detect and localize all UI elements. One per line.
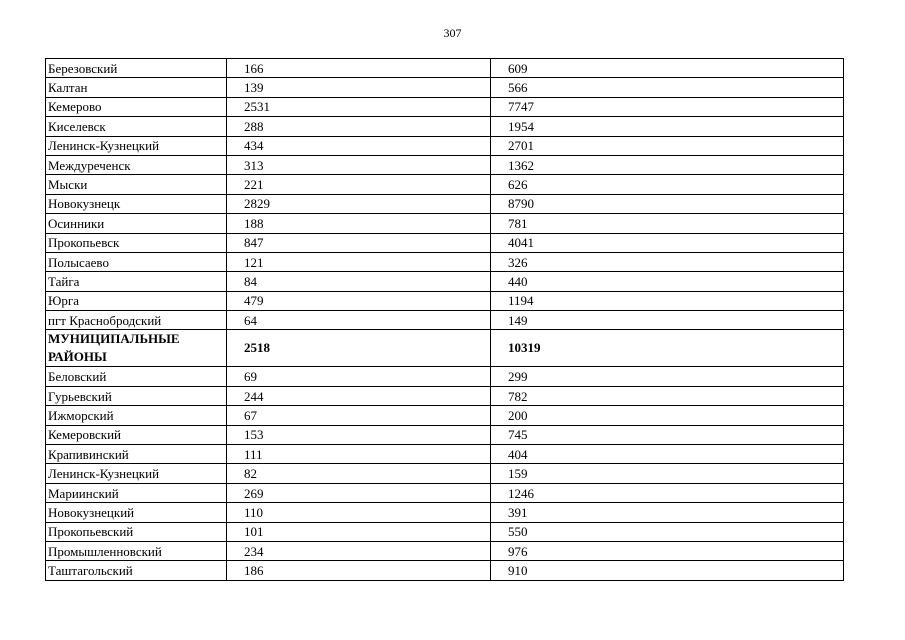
- table-row: [46, 214, 844, 233]
- cell-value-2: 159: [491, 464, 844, 483]
- cell-value-1: 244: [227, 386, 491, 405]
- cell-name: Мыски: [46, 175, 227, 194]
- cell-value-1: 2518: [227, 330, 491, 367]
- cell-value-1: 234: [227, 541, 491, 560]
- cell-value-2: 200: [491, 406, 844, 425]
- cell-name: Новокузнецкий: [46, 503, 227, 522]
- cell-value-2: 782: [491, 386, 844, 405]
- cell-value-2: 976: [491, 541, 844, 560]
- cell-name: Кемерово: [46, 97, 227, 116]
- cell-name: Полысаево: [46, 252, 227, 271]
- page-number: 307: [443, 26, 462, 40]
- cell-value-2: 1362: [491, 155, 844, 174]
- cell-value-1: 101: [227, 522, 491, 541]
- cell-value-1: 269: [227, 483, 491, 502]
- data-table: [45, 58, 844, 581]
- cell-value-2: 550: [491, 522, 844, 541]
- table-row: [46, 136, 844, 155]
- cell-value-1: 153: [227, 425, 491, 444]
- cell-name: Юрга: [46, 291, 227, 310]
- cell-value-2: 1246: [491, 483, 844, 502]
- cell-name: Прокопьевск: [46, 233, 227, 252]
- cell-value-2: 745: [491, 425, 844, 444]
- table-row: [46, 252, 844, 271]
- table-row: [46, 503, 844, 522]
- cell-name: Беловский: [46, 367, 227, 386]
- cell-value-1: 84: [227, 272, 491, 291]
- cell-name: Кемеровский: [46, 425, 227, 444]
- cell-name: Междуреченск: [46, 155, 227, 174]
- cell-value-2: 149: [491, 311, 844, 330]
- table-row: [46, 291, 844, 310]
- table-row: [46, 541, 844, 560]
- cell-value-2: 1954: [491, 117, 844, 136]
- cell-value-1: 67: [227, 406, 491, 425]
- cell-value-2: 4041: [491, 233, 844, 252]
- table-row: [46, 97, 844, 116]
- cell-value-2: 609: [491, 59, 844, 78]
- cell-value-1: 186: [227, 561, 491, 580]
- cell-value-2: 1194: [491, 291, 844, 310]
- cell-name: Мариинский: [46, 483, 227, 502]
- table-row: [46, 117, 844, 136]
- cell-value-2: 781: [491, 214, 844, 233]
- cell-value-1: 479: [227, 291, 491, 310]
- cell-value-1: 288: [227, 117, 491, 136]
- table-row: [46, 406, 844, 425]
- cell-name: Промышленновский: [46, 541, 227, 560]
- cell-name: Березовский: [46, 59, 227, 78]
- cell-name: МУНИЦИПАЛЬНЫЕ РАЙОНЫ: [46, 330, 227, 367]
- table-row: [46, 464, 844, 483]
- cell-name: Тайга: [46, 272, 227, 291]
- cell-value-2: 2701: [491, 136, 844, 155]
- table-row: [46, 233, 844, 252]
- cell-value-1: 69: [227, 367, 491, 386]
- table-row: [46, 483, 844, 502]
- table-row: [46, 194, 844, 213]
- cell-value-2: 8790: [491, 194, 844, 213]
- cell-value-2: 299: [491, 367, 844, 386]
- cell-value-1: 221: [227, 175, 491, 194]
- cell-value-1: 139: [227, 78, 491, 97]
- cell-name: Гурьевский: [46, 386, 227, 405]
- cell-value-2: 10319: [491, 330, 844, 367]
- cell-name: Киселевск: [46, 117, 227, 136]
- table-row: [46, 311, 844, 330]
- cell-value-2: 440: [491, 272, 844, 291]
- cell-name: Крапивинский: [46, 445, 227, 464]
- table-row: [46, 59, 844, 78]
- cell-value-2: 404: [491, 445, 844, 464]
- cell-value-1: 82: [227, 464, 491, 483]
- cell-value-2: 566: [491, 78, 844, 97]
- cell-value-1: 64: [227, 311, 491, 330]
- cell-name: Ленинск-Кузнецкий: [46, 136, 227, 155]
- cell-name: Калтан: [46, 78, 227, 97]
- table-body: [46, 59, 844, 581]
- table-row: [46, 367, 844, 386]
- cell-value-2: 7747: [491, 97, 844, 116]
- cell-value-2: 626: [491, 175, 844, 194]
- table-row: [46, 175, 844, 194]
- cell-value-1: 313: [227, 155, 491, 174]
- cell-value-2: 910: [491, 561, 844, 580]
- table-row: [46, 425, 844, 444]
- cell-value-2: 326: [491, 252, 844, 271]
- cell-value-1: 2531: [227, 97, 491, 116]
- cell-value-1: 2829: [227, 194, 491, 213]
- cell-value-1: 188: [227, 214, 491, 233]
- cell-name: Осинники: [46, 214, 227, 233]
- cell-name: Таштагольский: [46, 561, 227, 580]
- cell-value-1: 111: [227, 445, 491, 464]
- table-row: [46, 155, 844, 174]
- table-row-section-header: [46, 330, 844, 367]
- cell-name: Ленинск-Кузнецкий: [46, 464, 227, 483]
- table-row: [46, 78, 844, 97]
- table-row: [46, 445, 844, 464]
- table-row: [46, 386, 844, 405]
- cell-value-1: 434: [227, 136, 491, 155]
- cell-value-1: 121: [227, 252, 491, 271]
- cell-value-1: 110: [227, 503, 491, 522]
- table-row: [46, 522, 844, 541]
- table-row: [46, 561, 844, 580]
- table-row: [46, 272, 844, 291]
- cell-name: Новокузнецк: [46, 194, 227, 213]
- cell-name: Ижморский: [46, 406, 227, 425]
- cell-value-2: 391: [491, 503, 844, 522]
- cell-value-1: 166: [227, 59, 491, 78]
- cell-value-1: 847: [227, 233, 491, 252]
- cell-name: пгт Краснобродский: [46, 311, 227, 330]
- cell-name: Прокопьевский: [46, 522, 227, 541]
